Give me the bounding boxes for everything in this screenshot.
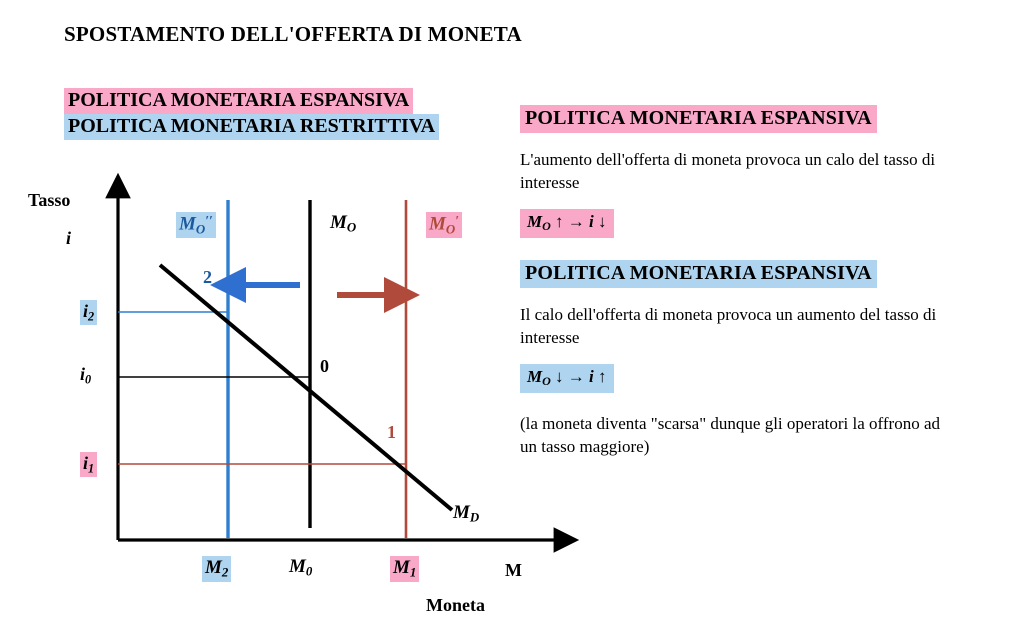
y-axis-symbol: i — [66, 228, 72, 248]
demand-curve — [160, 265, 452, 510]
tick-m0-base: M — [289, 556, 306, 577]
label-mo — [330, 212, 356, 236]
label-mo-double-prime — [176, 212, 216, 238]
label-mo-base: M — [330, 212, 347, 233]
tick-m2-base: M — [205, 557, 222, 578]
label-mo2-base: M — [179, 213, 196, 235]
label-mo-sub: O — [346, 219, 357, 235]
tick-i0-base: i — [80, 364, 86, 384]
label-md-base: M — [453, 502, 470, 523]
tick-i1-base: i — [83, 453, 89, 473]
tick-m1 — [390, 556, 419, 582]
tick-m2 — [202, 556, 231, 582]
legend — [64, 88, 439, 140]
tick-i2-base: i — [83, 301, 89, 321]
formula-expansive-sub: O — [542, 218, 551, 233]
point-label-1: 1 — [387, 422, 396, 442]
tick-m1-base: M — [393, 557, 410, 578]
y-axis-title: Tasso — [28, 190, 71, 210]
tick-i2 — [80, 300, 97, 325]
label-mo1-sup: ′ — [455, 213, 459, 228]
tick-i1-sub: 1 — [88, 461, 95, 476]
formula-expansive-prefix: M — [527, 211, 543, 231]
legend-item-restrictive: POLITICA MONETARIA RESTRITTIVA — [64, 114, 439, 140]
text-expansive: L'aumento dell'offerta di moneta provoca un calo del tasso di interesse — [520, 150, 936, 192]
x-axis-symbol: M — [505, 560, 522, 580]
tick-m1-sub: 1 — [409, 564, 417, 580]
label-mo1-base: M — [429, 213, 446, 235]
chart — [0, 170, 600, 630]
point-label-0: 0 — [320, 356, 329, 376]
tick-m2-sub: 2 — [221, 564, 229, 580]
tick-i0-sub: 0 — [85, 372, 92, 387]
tick-i1 — [80, 452, 97, 477]
formula-expansive-rest: ↑ → i ↓ — [555, 211, 607, 231]
label-mo2-sub: O — [195, 221, 206, 237]
formula-restrictive-sub: O — [542, 373, 551, 388]
label-mo-prime — [426, 212, 462, 238]
label-mo1-sub: O — [445, 221, 456, 237]
tick-m0-sub: 0 — [305, 563, 313, 579]
label-mo2-sup: ′′ — [205, 213, 213, 228]
x-axis-title: Moneta — [426, 595, 485, 615]
formula-restrictive-prefix: M — [527, 366, 543, 386]
formula-restrictive-rest: ↓ → i ↑ — [555, 366, 607, 386]
tick-i2-sub: 2 — [88, 309, 95, 324]
text-restrictive: Il calo dell'offerta di moneta provoca un aumento del tasso di interesse — [520, 304, 937, 347]
tick-m0 — [289, 556, 312, 580]
label-md — [453, 502, 479, 526]
heading-restrictive: POLITICA MONETARIA ESPANSIVA — [520, 260, 877, 288]
tick-i0 — [80, 364, 91, 387]
label-md-sub: D — [469, 509, 480, 525]
legend-item-expansive: POLITICA MONETARIA ESPANSIVA — [64, 88, 413, 114]
note-text: (la moneta diventa "scarsa" dunque gli operatori la offrono ad un tasso maggiore) — [520, 413, 941, 456]
heading-expansive: POLITICA MONETARIA ESPANSIVA — [520, 105, 877, 133]
page-title: SPOSTAMENTO DELL'OFFERTA DI MONETA — [64, 22, 522, 46]
point-label-2: 2 — [203, 267, 212, 287]
